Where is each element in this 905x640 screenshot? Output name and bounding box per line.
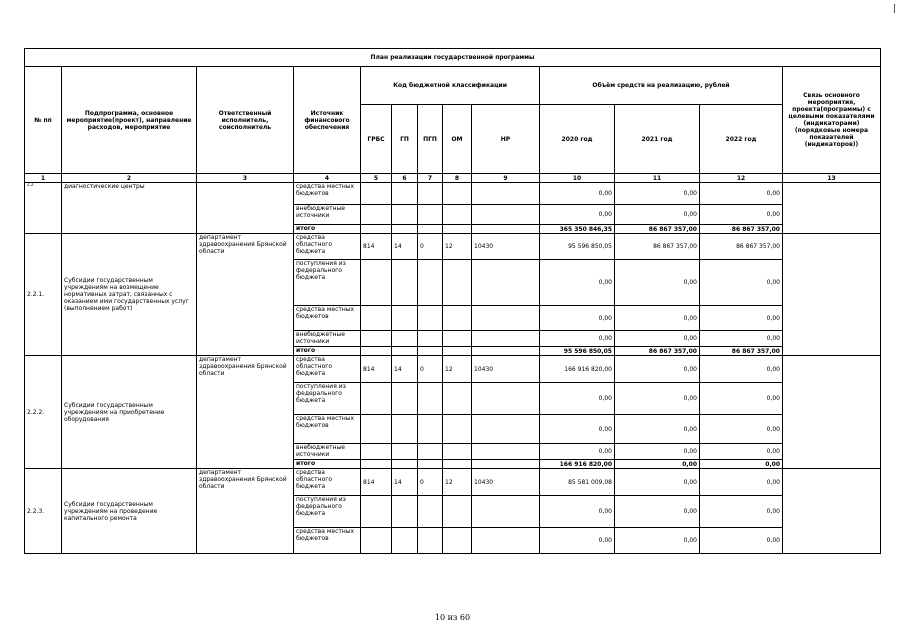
code-grbs: 814 bbox=[361, 469, 392, 496]
code-gp-empty bbox=[392, 383, 418, 415]
code-gp-empty bbox=[392, 183, 418, 205]
source-cell: внебюджетные источники bbox=[294, 331, 361, 347]
table-body bbox=[25, 174, 881, 554]
value-2021: 0,00 bbox=[615, 383, 700, 415]
value-2021: 86 867 357,00 bbox=[615, 225, 700, 234]
row-number: 2.2. bbox=[25, 183, 62, 234]
value-2022: 86 867 357,00 bbox=[700, 347, 783, 356]
code-nr-empty bbox=[472, 331, 540, 347]
code-gp: 14 bbox=[392, 234, 418, 260]
value-2022: 86 867 357,00 bbox=[700, 234, 783, 260]
value-2020: 95 596 850,05 bbox=[540, 234, 615, 260]
value-2021: 0,00 bbox=[615, 469, 700, 496]
code-om-empty bbox=[443, 205, 472, 225]
code-nr-empty bbox=[472, 383, 540, 415]
code-nr-empty bbox=[472, 225, 540, 234]
column-number: 7 bbox=[418, 174, 443, 183]
code-om-empty bbox=[443, 383, 472, 415]
code-om-empty bbox=[443, 496, 472, 528]
code-pgp: 0 bbox=[418, 469, 443, 496]
value-2022: 0,00 bbox=[700, 496, 783, 528]
item-name: диагностические центры bbox=[62, 183, 197, 234]
value-2022: 0,00 bbox=[700, 306, 783, 331]
value-2020: 0,00 bbox=[540, 528, 615, 554]
page-number: 10 из 60 bbox=[434, 613, 471, 622]
source-cell: средства местных бюджетов bbox=[294, 306, 361, 331]
source-cell: поступления из федерального бюджета bbox=[294, 260, 361, 306]
value-2022: 0,00 bbox=[700, 528, 783, 554]
value-2021: 86 867 357,00 bbox=[615, 347, 700, 356]
header-no: № пп bbox=[25, 67, 62, 174]
code-pgp-empty bbox=[418, 225, 443, 234]
item-name: Субсидии государственным учреждениям на возмещение нормативных затрат, связанных с оказанием ими государственных услуг (выполнением работ) bbox=[62, 234, 197, 356]
header-executor: Ответственный исполнитель, соисполнитель bbox=[197, 67, 294, 174]
code-om-empty bbox=[443, 460, 472, 469]
code-gp-empty bbox=[392, 347, 418, 356]
header-om: ОМ bbox=[443, 105, 472, 174]
code-nr: 10430 bbox=[472, 356, 540, 383]
source-cell: средства областного бюджета bbox=[294, 356, 361, 383]
value-2020: 0,00 bbox=[540, 183, 615, 205]
source-cell: средства местных бюджетов bbox=[294, 415, 361, 444]
value-2022: 0,00 bbox=[700, 356, 783, 383]
source-cell: внебюджетные источники bbox=[294, 444, 361, 460]
column-number: 12 bbox=[700, 174, 783, 183]
source-cell: внебюджетные источники bbox=[294, 205, 361, 225]
value-2022: 0,00 bbox=[700, 331, 783, 347]
indicator-link-cell bbox=[783, 234, 881, 356]
code-grbs-empty bbox=[361, 528, 392, 554]
item-executor bbox=[197, 183, 294, 234]
column-number: 6 bbox=[392, 174, 418, 183]
code-pgp: 0 bbox=[418, 356, 443, 383]
indicator-link-cell bbox=[783, 356, 881, 469]
column-number: 8 bbox=[443, 174, 472, 183]
program-plan-table bbox=[24, 48, 881, 554]
source-cell: итого bbox=[294, 460, 361, 469]
code-pgp-empty bbox=[418, 306, 443, 331]
code-om-empty bbox=[443, 331, 472, 347]
value-2020: 0,00 bbox=[540, 415, 615, 444]
code-nr-empty bbox=[472, 183, 540, 205]
code-nr-empty bbox=[472, 528, 540, 554]
code-nr-empty bbox=[472, 460, 540, 469]
code-grbs-empty bbox=[361, 460, 392, 469]
code-grbs-empty bbox=[361, 331, 392, 347]
value-2020: 0,00 bbox=[540, 496, 615, 528]
code-gp-empty bbox=[392, 331, 418, 347]
header-budget-code: Код бюджетной классификации bbox=[361, 67, 540, 105]
code-grbs: 814 bbox=[361, 356, 392, 383]
code-om-empty bbox=[443, 444, 472, 460]
item-executor: департамент здравоохранения Брянской области bbox=[197, 234, 294, 356]
code-gp-empty bbox=[392, 260, 418, 306]
code-grbs-empty bbox=[361, 205, 392, 225]
code-nr-empty bbox=[472, 306, 540, 331]
source-cell: средства местных бюджетов bbox=[294, 183, 361, 205]
column-number: 1 bbox=[25, 174, 62, 183]
column-number: 10 bbox=[540, 174, 615, 183]
code-nr-empty bbox=[472, 347, 540, 356]
code-om-empty bbox=[443, 306, 472, 331]
code-pgp-empty bbox=[418, 415, 443, 444]
value-2021: 0,00 bbox=[615, 331, 700, 347]
value-2022: 0,00 bbox=[700, 383, 783, 415]
column-number: 2 bbox=[62, 174, 197, 183]
code-om-empty bbox=[443, 528, 472, 554]
code-gp-empty bbox=[392, 444, 418, 460]
header-nr: НР bbox=[472, 105, 540, 174]
code-nr-empty bbox=[472, 415, 540, 444]
item-name: Субсидии государственным учреждениям на приобретение оборудования bbox=[62, 356, 197, 469]
code-grbs-empty bbox=[361, 444, 392, 460]
column-number: 9 bbox=[472, 174, 540, 183]
column-number: 13 bbox=[783, 174, 881, 183]
value-2022: 0,00 bbox=[700, 460, 783, 469]
source-cell: поступления из федерального бюджета bbox=[294, 383, 361, 415]
code-nr-empty bbox=[472, 496, 540, 528]
value-2022: 0,00 bbox=[700, 415, 783, 444]
table-row bbox=[25, 469, 881, 496]
code-grbs-empty bbox=[361, 183, 392, 205]
table-title: План реализации государственной программы bbox=[25, 49, 881, 67]
row-number: 2.2.2. bbox=[25, 356, 62, 469]
header-link: Связь основного мероприятия, проекта(программы) с целевыми показателями (индикаторами) (порядковые номера показателей (индикаторов)) bbox=[783, 67, 881, 174]
column-number: 5 bbox=[361, 174, 392, 183]
source-cell: средства областного бюджета bbox=[294, 234, 361, 260]
column-number: 3 bbox=[197, 174, 294, 183]
value-2021: 0,00 bbox=[615, 205, 700, 225]
source-cell: итого bbox=[294, 347, 361, 356]
source-cell: поступления из федерального бюджета bbox=[294, 496, 361, 528]
value-2020: 0,00 bbox=[540, 306, 615, 331]
header-year-2022: 2022 год bbox=[700, 105, 783, 174]
header-subprogram: Подпрограмма, основное мероприятие(проект), направление расходов, мероприятие bbox=[62, 67, 197, 174]
code-nr-empty bbox=[472, 260, 540, 306]
value-2020: 0,00 bbox=[540, 331, 615, 347]
header-volume: Объём средств на реализацию, рублей bbox=[540, 67, 783, 105]
code-om: 12 bbox=[443, 356, 472, 383]
code-pgp-empty bbox=[418, 460, 443, 469]
code-om-empty bbox=[443, 415, 472, 444]
value-2020: 166 916 820,00 bbox=[540, 460, 615, 469]
code-grbs-empty bbox=[361, 225, 392, 234]
item-executor: департамент здравоохранения Брянской области bbox=[197, 356, 294, 469]
value-2022: 0,00 bbox=[700, 260, 783, 306]
value-2021: 0,00 bbox=[615, 306, 700, 331]
code-pgp-empty bbox=[418, 205, 443, 225]
code-grbs-empty bbox=[361, 306, 392, 331]
value-2022: 0,00 bbox=[700, 444, 783, 460]
value-2021: 0,00 bbox=[615, 528, 700, 554]
code-om: 12 bbox=[443, 234, 472, 260]
value-2022: 0,00 bbox=[700, 469, 783, 496]
code-pgp-empty bbox=[418, 260, 443, 306]
source-cell: средства областного бюджета bbox=[294, 469, 361, 496]
code-gp-empty bbox=[392, 496, 418, 528]
row-number: 2.2.3. bbox=[25, 469, 62, 554]
code-nr-empty bbox=[472, 205, 540, 225]
code-pgp: 0 bbox=[418, 234, 443, 260]
value-2022: 0,00 bbox=[700, 183, 783, 205]
value-2022: 86 867 357,00 bbox=[700, 225, 783, 234]
header-grbs: ГРБС bbox=[361, 105, 392, 174]
code-pgp-empty bbox=[418, 383, 443, 415]
code-pgp-empty bbox=[418, 496, 443, 528]
code-pgp-empty bbox=[418, 528, 443, 554]
item-executor: департамент здравоохранения Брянской области bbox=[197, 469, 294, 554]
value-2020: 166 916 820,00 bbox=[540, 356, 615, 383]
header-pgp: ПГП bbox=[418, 105, 443, 174]
column-number: 11 bbox=[615, 174, 700, 183]
item-name: Субсидии государственным учреждениям на проведение капитального ремонта bbox=[62, 469, 197, 554]
code-nr: 10430 bbox=[472, 234, 540, 260]
value-2020: 0,00 bbox=[540, 260, 615, 306]
code-gp: 14 bbox=[392, 356, 418, 383]
code-pgp-empty bbox=[418, 183, 443, 205]
column-number-row bbox=[25, 174, 881, 183]
value-2021: 0,00 bbox=[615, 260, 700, 306]
code-gp-empty bbox=[392, 528, 418, 554]
code-grbs-empty bbox=[361, 415, 392, 444]
code-nr-empty bbox=[472, 444, 540, 460]
value-2021: 86 867 357,00 bbox=[615, 234, 700, 260]
header-gp: ГП bbox=[392, 105, 418, 174]
column-number: 4 bbox=[294, 174, 361, 183]
value-2020: 95 596 850,05 bbox=[540, 347, 615, 356]
table-row bbox=[25, 234, 881, 260]
code-gp-empty bbox=[392, 225, 418, 234]
code-gp-empty bbox=[392, 306, 418, 331]
value-2021: 0,00 bbox=[615, 183, 700, 205]
indicator-link-cell bbox=[783, 183, 881, 234]
value-2020: 365 350 846,35 bbox=[540, 225, 615, 234]
code-nr: 10430 bbox=[472, 469, 540, 496]
value-2021: 0,00 bbox=[615, 444, 700, 460]
value-2021: 0,00 bbox=[615, 496, 700, 528]
row-number: 2.2.1. bbox=[25, 234, 62, 356]
indicator-link-cell bbox=[783, 469, 881, 554]
source-cell: итого bbox=[294, 225, 361, 234]
code-grbs-empty bbox=[361, 383, 392, 415]
value-2022: 0,00 bbox=[700, 205, 783, 225]
header-year-2021: 2021 год bbox=[615, 105, 700, 174]
code-grbs-empty bbox=[361, 347, 392, 356]
value-2020: 0,00 bbox=[540, 444, 615, 460]
code-grbs: 814 bbox=[361, 234, 392, 260]
header-year-2020: 2020 год bbox=[540, 105, 615, 174]
program-plan-sheet bbox=[24, 48, 880, 554]
value-2021: 0,00 bbox=[615, 415, 700, 444]
code-om-empty bbox=[443, 347, 472, 356]
code-grbs-empty bbox=[361, 260, 392, 306]
code-om-empty bbox=[443, 260, 472, 306]
code-om-empty bbox=[443, 225, 472, 234]
table-row bbox=[25, 356, 881, 383]
code-om: 12 bbox=[443, 469, 472, 496]
code-pgp-empty bbox=[418, 331, 443, 347]
code-om-empty bbox=[443, 183, 472, 205]
code-gp-empty bbox=[392, 205, 418, 225]
code-gp: 14 bbox=[392, 469, 418, 496]
value-2020: 85 581 009,08 bbox=[540, 469, 615, 496]
code-gp-empty bbox=[392, 460, 418, 469]
header-source: Источник финансового обеспечения bbox=[294, 67, 361, 174]
value-2021: 0,00 bbox=[615, 356, 700, 383]
value-2021: 0,00 bbox=[615, 460, 700, 469]
page-edge-mark bbox=[894, 4, 895, 13]
source-cell: средства местных бюджетов bbox=[294, 528, 361, 554]
value-2020: 0,00 bbox=[540, 383, 615, 415]
code-pgp-empty bbox=[418, 347, 443, 356]
code-grbs-empty bbox=[361, 496, 392, 528]
code-pgp-empty bbox=[418, 444, 443, 460]
code-gp-empty bbox=[392, 415, 418, 444]
value-2020: 0,00 bbox=[540, 205, 615, 225]
table-row bbox=[25, 183, 881, 205]
